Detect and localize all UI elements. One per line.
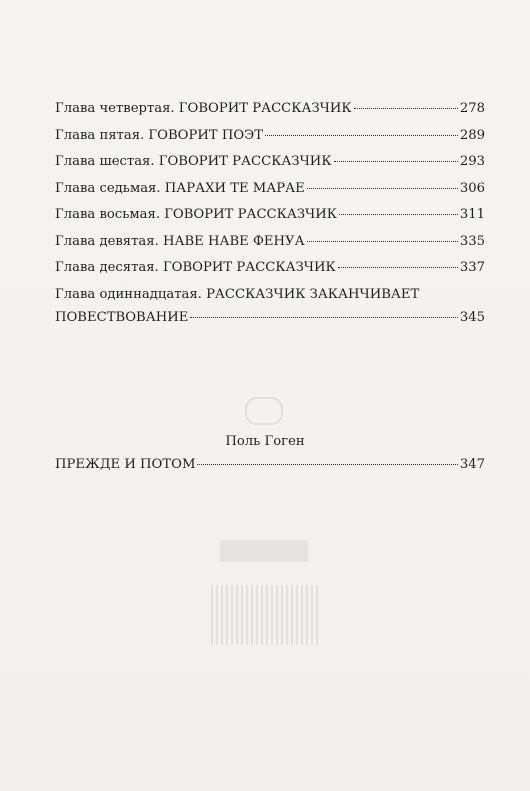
toc-entry-page: 335 [459, 233, 485, 249]
toc-entry-title: ПРЕЖДЕ И ПОТОМ [55, 457, 196, 472]
toc-entry-page: 306 [459, 180, 485, 196]
toc-entry[interactable] [55, 260, 485, 287]
toc-entry-title-line1: Глава одиннадцатая. РАССКАЗЧИК ЗАКАНЧИВАЕТ [55, 286, 420, 302]
toc-entry-page: 293 [459, 154, 485, 169]
toc-entry-multiline[interactable] [55, 287, 485, 335]
toc-entry-title-line2: ПОВЕСТВОВАНИЕ [55, 309, 189, 325]
toc-entry-title: Глава девятая. НАВЕ НАВЕ ФЕНУА [55, 233, 305, 249]
age-rating-badge-ghost [245, 397, 283, 425]
barcode-ghost [210, 585, 318, 645]
toc-entry-page: 347 [459, 457, 485, 472]
toc-entry[interactable] [55, 154, 485, 181]
toc-entry-page: 289 [459, 127, 485, 143]
leader-dots [307, 188, 458, 189]
toc-entry[interactable] [55, 128, 485, 155]
toc-entry-title: Глава восьмая. ГОВОРИТ РАССКАЗЧИК [55, 207, 337, 222]
leader-dots [354, 108, 458, 109]
toc-entry-page: 311 [459, 207, 485, 222]
leader-dots [338, 267, 458, 268]
toc-entry[interactable] [55, 234, 485, 261]
toc-entry-title: Глава седьмая. ПАРАХИ ТЕ МАРАЕ [55, 180, 305, 196]
toc-entry-title: Глава десятая. ГОВОРИТ РАССКАЗЧИК [55, 260, 336, 275]
toc-entry-title: Глава пятая. ГОВОРИТ ПОЭТ [55, 127, 264, 143]
toc-entry[interactable] [55, 181, 485, 208]
leader-dots [197, 464, 457, 465]
toc-entry-page: 278 [459, 101, 485, 116]
toc-entry[interactable] [55, 101, 485, 128]
author-heading: Поль Гоген [225, 434, 305, 449]
toc-entry-title: Глава четвертая. ГОВОРИТ РАССКАЗЧИК [55, 101, 352, 116]
toc-entry[interactable] [55, 457, 485, 484]
leader-dots [307, 241, 458, 242]
leader-dots [190, 317, 458, 318]
publisher-logo-ghost [220, 540, 308, 562]
toc-entry-page: 337 [459, 260, 485, 275]
leader-dots [265, 135, 458, 136]
toc-entry-title: Глава шестая. ГОВОРИТ РАССКАЗЧИК [55, 154, 332, 169]
toc-entry[interactable] [55, 207, 485, 234]
leader-dots [334, 161, 458, 162]
toc-entry-page: 345 [459, 309, 485, 325]
table-of-contents [55, 101, 485, 335]
leader-dots [339, 214, 458, 215]
table-of-contents-part2 [55, 457, 485, 484]
